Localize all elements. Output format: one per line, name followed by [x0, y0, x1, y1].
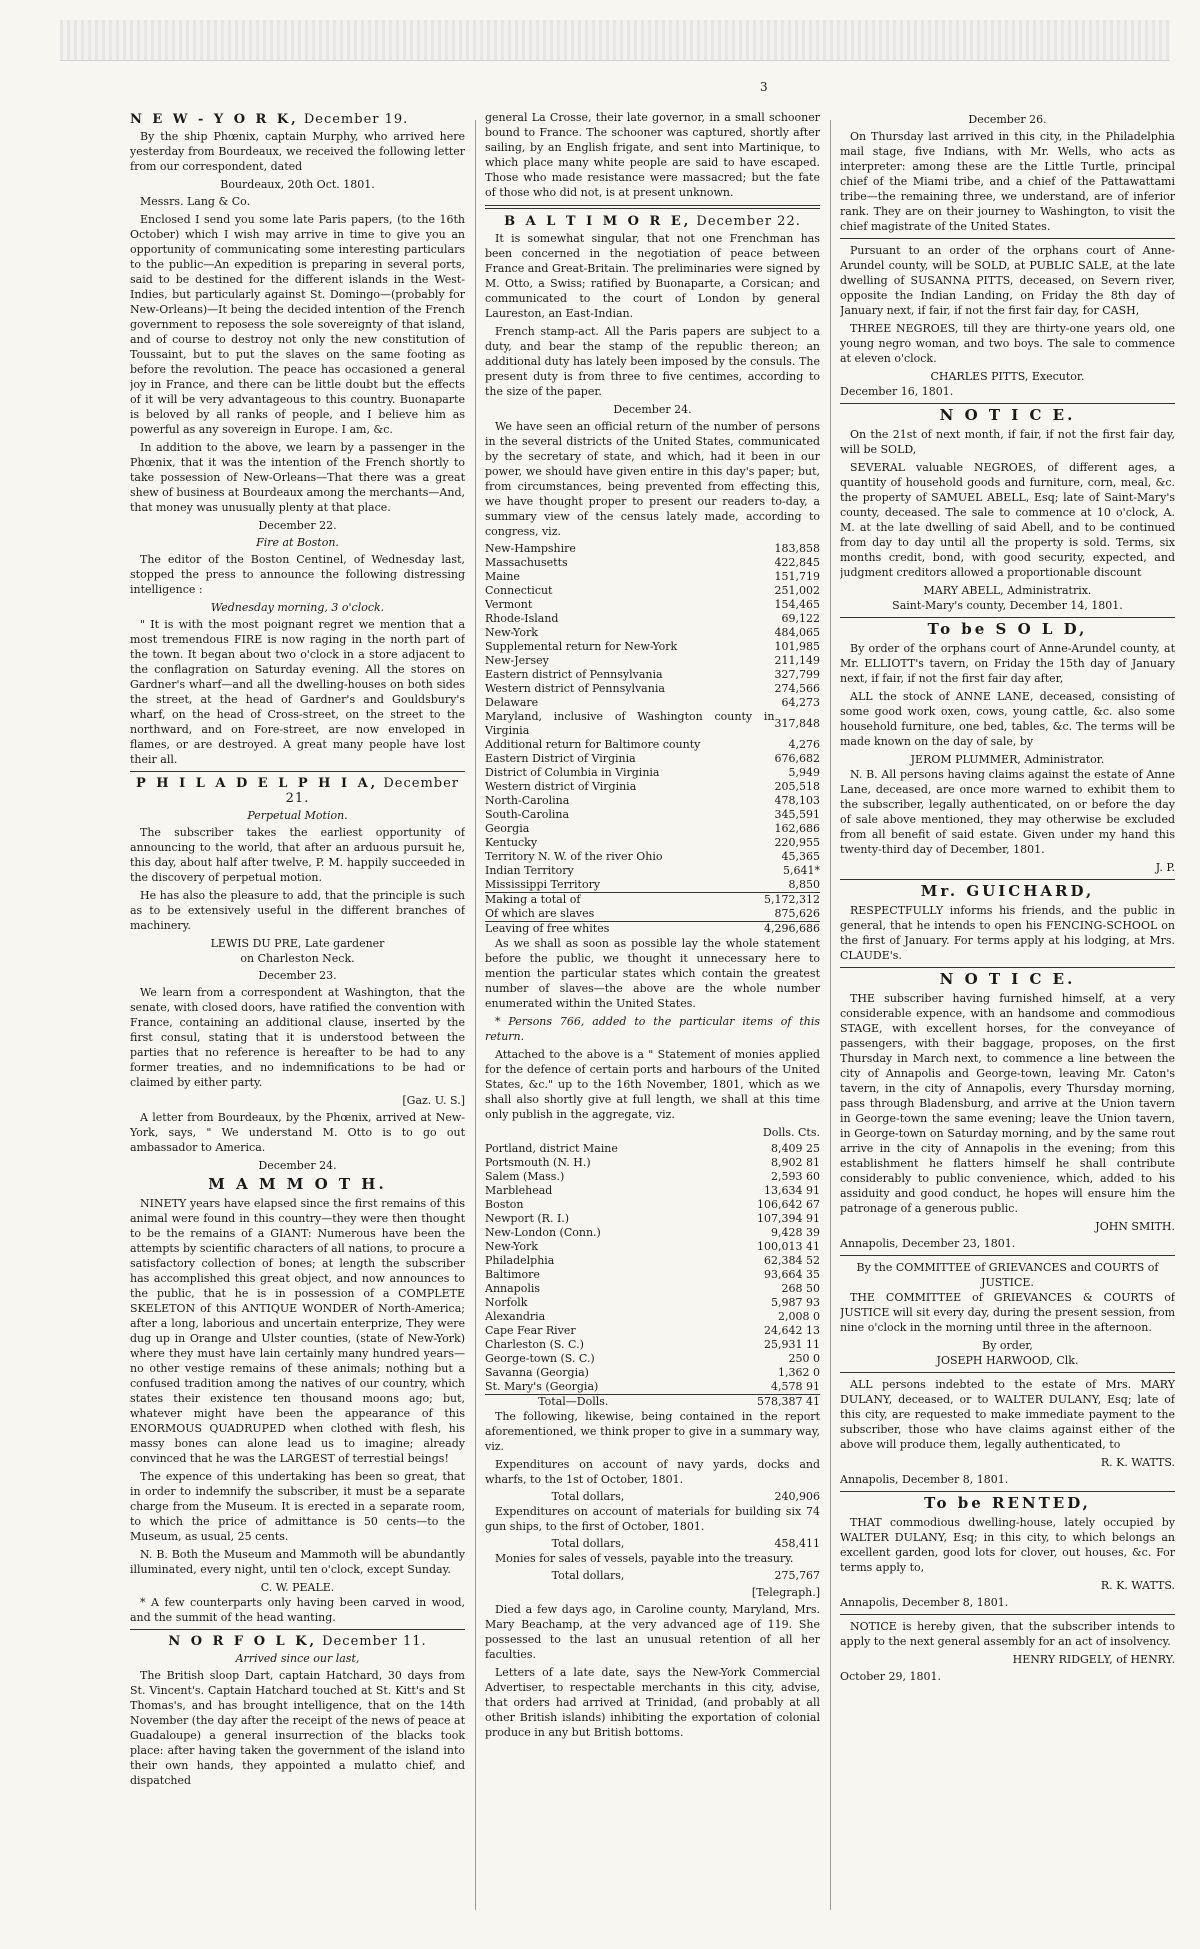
table-row	[485, 1352, 820, 1366]
table-row	[485, 1170, 820, 1184]
paragraph: He has also the pleasure to add, that the principle is such as to be extensively useful in the different branches of machinery.	[130, 889, 465, 932]
table-row	[485, 808, 820, 822]
date: Annapolis, December 8, 1801.	[840, 1596, 1009, 1609]
column-3	[840, 110, 1175, 1930]
divider	[840, 403, 1175, 404]
value-cell: 345,591	[774, 808, 820, 821]
advertisement-title: To be S O L D,	[927, 620, 1088, 638]
value-cell: 274,566	[774, 682, 820, 695]
advertisement-text: THREE NEGROES, till they are thirty-one years old, one young negro woman, and two boys. The sale to commence at eleven o'clock.	[840, 322, 1175, 365]
date: December 16, 1801.	[840, 385, 954, 398]
value-cell: 268 50	[781, 1282, 820, 1295]
heading: N O R F O L K,	[168, 1634, 318, 1649]
divider	[130, 771, 465, 772]
value-cell: 8,850	[788, 878, 820, 891]
value-cell: 8,902 81	[771, 1156, 820, 1169]
divider	[840, 1614, 1175, 1615]
footnote: * Persons 766, added to the particular items of this return.	[485, 1015, 820, 1043]
date: December 19.	[303, 112, 409, 127]
place-cell: Savanna (Georgia)	[485, 1366, 589, 1379]
value: 275,767	[774, 1569, 820, 1582]
table-row	[485, 850, 820, 864]
label: Making a total of	[485, 893, 716, 908]
paragraph: Letters of a late date, says the New-York Commercial Advertiser, to respectable merchants in this city, advise, that orders had arrived at Trinidad, (and probably at all other British islands) inhibiting the exportation of colonial produce in any but British bottoms.	[485, 1666, 820, 1739]
advertisement-text: On the 21st of next month, if fair, if not the first fair day, will be SOLD,	[840, 428, 1175, 456]
place-cell: Georgia	[485, 822, 530, 835]
value-cell: 422,845	[774, 556, 820, 569]
timestamp: Wednesday morning, 3 o'clock.	[210, 601, 385, 614]
place-cell: Cape Fear River	[485, 1324, 576, 1337]
signature: C. W. PEALE.	[260, 1581, 335, 1594]
place-cell: Additional return for Baltimore county	[485, 738, 701, 751]
value-cell: 106,642 67	[757, 1198, 820, 1211]
value-cell: 62,384 52	[764, 1254, 820, 1267]
table-row	[485, 696, 820, 710]
table-row	[485, 836, 820, 850]
advertisement-title: N O T I C E.	[939, 970, 1076, 988]
paragraph: It is somewhat singular, that not one Frenchman has been concerned in the negotiation of peace between France and Great-Britain. The preliminaries were signed by M. Otto, a Swiss; ratified by Buonaparte, a Corsican; and communicated to the court of London by general Laureston, an East-Indian.	[485, 232, 820, 320]
census-totals	[485, 892, 820, 936]
divider	[840, 617, 1175, 618]
signature: JOSEPH HARWOOD, Clk.	[936, 1354, 1079, 1367]
advertisement-title: N O T I C E.	[939, 406, 1076, 424]
value-cell: 5,949	[788, 766, 820, 779]
column-1	[130, 110, 465, 1930]
date: Annapolis, December 23, 1801.	[840, 1237, 1016, 1250]
place-cell: George-town (S. C.)	[485, 1352, 595, 1365]
date: December 24.	[258, 1159, 337, 1172]
value-cell: 45,365	[781, 850, 820, 863]
table-row	[485, 1240, 820, 1254]
table-row	[485, 864, 820, 878]
paragraph: As we shall as soon as possible lay the whole statement before the public, we thought it unnecessary here to mention the particular states which contain the greatest number of slaves—the above are the whole number enumerated within the United States.	[485, 937, 820, 1010]
value-cell: 5,641*	[783, 864, 820, 877]
table-row	[485, 1184, 820, 1198]
divider	[840, 1372, 1175, 1373]
table-row	[485, 1254, 820, 1268]
paragraph: Expenditures on account of navy yards, docks and wharfs, to the 1st of October, 1801.	[485, 1458, 820, 1486]
table-row	[485, 907, 820, 922]
divider	[840, 967, 1175, 968]
value-cell: 317,848	[774, 717, 820, 730]
place-cell: Connecticut	[485, 584, 553, 597]
paragraph: N. B. Both the Museum and Mammoth will be abundantly illuminated, every night, until ten o'clock, except Sunday.	[130, 1548, 465, 1576]
divider	[840, 1491, 1175, 1492]
value-cell: 676,682	[774, 752, 820, 765]
date: Annapolis, December 8, 1801.	[840, 1473, 1009, 1486]
place-cell: Norfolk	[485, 1296, 528, 1309]
letter-date: Bourdeaux, 20th Oct. 1801.	[220, 178, 375, 191]
value-cell: 205,518	[774, 780, 820, 793]
value-cell: 69,122	[781, 612, 820, 625]
subheading: Arrived since our last,	[235, 1652, 360, 1665]
value-cell: 211,149	[774, 654, 820, 667]
table-row	[485, 1395, 820, 1410]
column-2	[485, 110, 820, 1930]
place-cell: Charleston (S. C.)	[485, 1338, 584, 1351]
page-top-edge	[60, 20, 1170, 61]
dateline-philadelphia	[130, 776, 465, 806]
place-cell: St. Mary's (Georgia)	[485, 1380, 599, 1393]
table-row	[485, 1282, 820, 1296]
paragraph: French stamp-act. All the Paris papers are subject to a duty, and bear the stamp of the republic thereon; an additional duty has lately been imposed by the consuls. The present duty is from three to five centimes, according to the size of the paper.	[485, 325, 820, 398]
place-cell: Eastern district of Pennsylvania	[485, 668, 663, 681]
value-cell: 478,103	[774, 794, 820, 807]
source: [Telegraph.]	[751, 1586, 820, 1599]
place-cell: Delaware	[485, 696, 539, 709]
place-cell: Boston	[485, 1198, 524, 1211]
value-cell: 250 0	[788, 1352, 820, 1365]
expenditure-total	[485, 1569, 820, 1583]
paragraph: Enclosed I send you some late Paris papers, (to the 16th October) which I wish may arrive in time to give you an opportunity of communicating some interesting particulars to the public—An expedition is preparing in several ports, said to be destined for the different islands in the West-Indies, but particularly against St. Domingo—(probably for New-Orleans)—It being the decided intention of the French government to reposess the sole sovereignty of that island, and of course to destroy not only the new constitution of Toussaint, but to put the slaves on the same footing as before the revolution. The peace has occasioned a general joy in France, and there can be little doubt but the effects of it will be very advantageous to this country. Buonaparte is beloved by all ranks of people, and I believe him as powerful as any sovereign in Europe. I am, &c.	[130, 213, 465, 436]
table-row	[485, 822, 820, 836]
date: October 29, 1801.	[840, 1670, 942, 1683]
label: Total dollars,	[551, 1490, 625, 1503]
paragraph: The British sloop Dart, captain Hatchard, 30 days from St. Vincent's. Captain Hatchard touched at St. Kitt's and St Thomas's, and has brought intelligence, that on the 14th November (the day after the receipt of the news of peace at Guadaloupe) a general insurrection of the blacks took place: after having taken the government of the island into their own hands, they appointed a mulatto chief, and dispatched	[130, 1669, 465, 1787]
value-cell: 64,273	[781, 696, 820, 709]
footnote: * A few counterparts only having been carved in wood, and the summit of the head wanting.	[130, 1596, 465, 1624]
date: December 24.	[613, 403, 692, 416]
value-cell: 4,578 91	[771, 1380, 820, 1393]
table-row	[485, 738, 820, 752]
table-row	[485, 556, 820, 570]
signature: CHARLES PITTS, Executor.	[930, 370, 1085, 383]
signature: MARY ABELL, Administratrix.	[923, 584, 1092, 597]
signature: LEWIS DU PRE, Late gardener	[210, 937, 385, 950]
advertisement-text: THAT commodious dwelling-house, lately occupied by WALTER DULANY, Esq; in this city, to which belongs an excellent garden, good lots for clover, out houses, &c. For terms apply to,	[840, 1516, 1175, 1574]
advertisement-text: By order of the orphans court of Anne-Arundel county, at Mr. ELLIOTT's tavern, on Friday the 15th day of January next, if fair, if not the first fair day after,	[840, 642, 1175, 685]
value-cell: 220,955	[774, 836, 820, 849]
place-cell: Massachusetts	[485, 556, 568, 569]
table-row	[485, 1338, 820, 1352]
divider	[840, 879, 1175, 880]
value-cell: 13,634 91	[764, 1184, 820, 1197]
value-cell: 327,799	[774, 668, 820, 681]
advertisement-text: SEVERAL valuable NEGROES, of different ages, a quantity of household goods and furniture, corn, meal, &c. the property of SAMUEL ABELL, Esq; late of Saint-Mary's county, deceased. The sale to commence at 10 o'clock, A. M. at the late dwelling of said Abell, and to be continued from day to day until all the property is sold. Terms, six months credit, bond, with good security, expected, and judgment creditors allowed a proportionable discount	[840, 461, 1175, 579]
subheading: Fire at Boston.	[256, 536, 339, 549]
place-cell: New-York	[485, 626, 538, 639]
place-cell: Marblehead	[485, 1184, 553, 1197]
dateline-new-york	[130, 112, 465, 127]
table-row	[485, 1569, 820, 1583]
monies-total	[485, 1394, 820, 1409]
paragraph: Expenditures on account of materials for building six 74 gun ships, to the first of October, 1801.	[485, 1505, 820, 1533]
advertisement-text: N. B. All persons having claims against the estate of Anne Lane, deceased, are once more warned to exhibit them to the subscriber, legally authenticated, on or before the day of sale above mentioned, they may otherwise be excluded from all benefit of said estate. Given under my hand this twenty-third day of December, 1801.	[840, 768, 1175, 856]
divider	[840, 1255, 1175, 1256]
expenditure-total	[485, 1537, 820, 1551]
paragraph: The following, likewise, being contained in the report aforementioned, we think proper to give in a summary way, viz.	[485, 1410, 820, 1453]
column-header: Dolls. Cts.	[762, 1126, 820, 1139]
place-cell: Annapolis	[485, 1282, 541, 1295]
heading: N E W - Y O R K,	[130, 112, 299, 127]
place-cell: New-London (Conn.)	[485, 1226, 601, 1239]
table-row	[485, 1212, 820, 1226]
place-cell: Vermont	[485, 598, 533, 611]
value-cell: 100,013 41	[757, 1240, 820, 1253]
value-cell: 183,858	[774, 542, 820, 555]
column-rule	[830, 120, 831, 1910]
date: December 22.	[258, 519, 337, 532]
value-cell: 484,065	[774, 626, 820, 639]
paragraph: We have seen an official return of the number of persons in the several districts of the United States, communicated by the secretary of state, and which, had it been in our power, we should have given entire in this day's paper; but, from circumstances, being prevented from effecting this, we have thought proper to present our readers to-day, a summary view of the census lately made, according to congress, viz.	[485, 420, 820, 538]
table-row	[485, 654, 820, 668]
signature: on Charleston Neck.	[240, 952, 355, 965]
place-cell: Eastern District of Virginia	[485, 752, 636, 765]
place-cell: Baltimore	[485, 1268, 540, 1281]
advertisement-text: Pursuant to an order of the orphans court of Anne-Arundel county, will be SOLD, at PUBLIC SALE, at the late dwelling of SUSANNA PITTS, deceased, on Severn river, opposite the Indian Landing, on Friday the 8th day of January next, if fair, if not the first fair day, for CASH,	[840, 244, 1175, 317]
advertisement-title: By the COMMITTEE of GRIEVANCES and COURTS of JUSTICE.	[856, 1261, 1159, 1289]
advertisement-text: RESPECTFULLY informs his friends, and the public in general, that he intends to open his FENCING-SCHOOL on the first of January. For terms apply at his lodging, at Mrs. CLAUDE's.	[840, 904, 1175, 962]
paragraph: general La Crosse, their late governor, in a small schooner bound to France. The schooner was captured, shortly after sailing, by an English frigate, and sent into Martinique, to which place many white people are said to have escaped. Those who made resistance were massacred; but the fate of those who did not, is at present unknown.	[485, 111, 820, 199]
table-row	[485, 626, 820, 640]
advertisement-text: THE COMMITTEE of GRIEVANCES & COURTS of JUSTICE will sit every day, during the present session, from nine o'clock in the morning until three in the afternoon.	[840, 1291, 1175, 1334]
signature: HENRY RIDGELY, of HENRY.	[1012, 1653, 1175, 1666]
divider	[485, 205, 820, 209]
divider	[130, 1629, 465, 1630]
date: December 23.	[258, 969, 337, 982]
place-cell: Mississippi Territory	[485, 878, 601, 891]
advertisement-title: To be RENTED,	[924, 1494, 1091, 1512]
table-row	[485, 584, 820, 598]
value-cell: 25,931 11	[764, 1338, 820, 1351]
place-cell: Kentucky	[485, 836, 538, 849]
table-row	[485, 1310, 820, 1324]
table-row	[485, 878, 820, 892]
place-cell: Maine	[485, 570, 520, 583]
table-row	[485, 570, 820, 584]
heading: P H I L A D E L P H I A,	[135, 776, 379, 791]
advertisement-title: Mr. GUICHARD,	[920, 882, 1095, 900]
advertisement-text: ALL the stock of ANNE LANE, deceased, consisting of some good work oxen, cows, young cattle, &c. also some household furniture, one bed, tables, &c. The terms will be made known on the day of sale, by	[840, 690, 1175, 748]
place-cell: North-Carolina	[485, 794, 570, 807]
place-cell: Western district of Virginia	[485, 780, 637, 793]
dateline-norfolk	[130, 1634, 465, 1649]
place-cell: Supplemental return for New-York	[485, 640, 678, 653]
place-cell: Salem (Mass.)	[485, 1170, 565, 1183]
place-cell: New-Hampshire	[485, 542, 576, 555]
order-line: By order,	[982, 1339, 1033, 1352]
paragraph: Died a few days ago, in Caroline county, Maryland, Mrs. Mary Beachamp, at the very advanced age of 119. She possessed to the last an unusual retention of all her faculties.	[485, 1603, 820, 1661]
place-cell: Portland, district Maine	[485, 1142, 618, 1155]
label: Total dollars,	[551, 1569, 625, 1582]
table-row	[485, 794, 820, 808]
table-row	[485, 752, 820, 766]
paragraph: Monies for sales of vessels, payable into the treasury.	[495, 1552, 794, 1565]
value-cell: 2,593 60	[771, 1170, 820, 1183]
table-row	[485, 1268, 820, 1282]
place-cell: Indian Territory	[485, 864, 574, 877]
value-cell: 151,719	[774, 570, 820, 583]
date: December 26.	[968, 113, 1047, 126]
advertisement-text: ALL persons indebted to the estate of Mrs. MARY DULANY, deceased, or to WALTER DULANY, Esq; late of this city, are requested to make immediate payment to the subscriber, those who have claims against either of the above will produce them, legally authenticated, to	[840, 1378, 1175, 1451]
page-number: 3	[760, 80, 768, 94]
value-cell: 101,985	[774, 640, 820, 653]
place-cell: Western district of Pennsylvania	[485, 682, 665, 695]
table-row	[485, 1296, 820, 1310]
heading: B A L T I M O R E,	[504, 214, 692, 229]
table-row	[485, 710, 820, 738]
table-row	[485, 1324, 820, 1338]
table-row	[485, 766, 820, 780]
paragraph: By the ship Phœnix, captain Murphy, who arrived here yesterday from Bourdeaux, we received the following letter from our correspondent, dated	[130, 130, 465, 173]
salutation: Messrs. Lang & Co.	[140, 195, 251, 208]
signature: JEROM PLUMMER, Administrator.	[910, 753, 1105, 766]
value-cell: 24,642 13	[764, 1324, 820, 1337]
value-cell: 9,428 39	[771, 1226, 820, 1239]
place-cell: Maryland, inclusive of Washington county in Virginia	[485, 710, 775, 737]
value-cell: 4,276	[788, 738, 820, 751]
census-table	[485, 542, 820, 892]
advertisement-text: THE subscriber having furnished himself, at a very considerable expence, with an handsome and commodious STAGE, with excellent horses, for the conveyance of passengers, with their baggage, proposes, on the first Thursday in March next, to commence a line between the city of Annapolis and George-town, leaving Mr. Caton's tavern, in the city of Annapolis, every Thursday morning, pass through Bladensburg, and arrive at the Union tavern in George-town the same evening; leave the Union tavern, in George-town on Saturday morning, and by the same rout arrive in the city of Annapolis in the evening; from this establishment he flatters himself he shall contribute considerably to public convenience, which, added to his assiduity and good conduct, he hopes will ensure him the patronage of a generous public.	[840, 992, 1175, 1215]
paragraph: On Thursday last arrived in this city, in the Philadelphia mail stage, five Indians, with Mr. Wells, who acts as interpreter: among these are the Little Turtle, principal chief of the Miami tribe, and a chief of the Pattawattami tribe—the remaining three, we understand, are of inferior rank. They are on their journey to Washington, to visit the chief magistrate of the United States.	[840, 130, 1175, 233]
place-cell: Philadelphia	[485, 1254, 555, 1267]
table-row	[485, 640, 820, 654]
value: 240,906	[774, 1490, 820, 1503]
place-cell: Rhode-Island	[485, 612, 559, 625]
label: Of which are slaves	[485, 907, 595, 920]
paragraph: In addition to the above, we learn by a passenger in the Phœnix, that it was the intention of the French shortly to take possession of New-Orleans—That there was a great shew of business at Bourdeaux among the merchants—And, that money was unusually plenty at that place.	[130, 441, 465, 514]
column-rule	[475, 120, 476, 1910]
place-cell: Newport (R. I.)	[485, 1212, 570, 1225]
table-row	[485, 1226, 820, 1240]
table-row	[485, 1198, 820, 1212]
table-row	[485, 1490, 820, 1504]
paragraph: A letter from Bourdeaux, by the Phœnix, arrived at New-York, says, " We understand M. Otto is to go out ambassador to America.	[130, 1111, 465, 1154]
date: December 11.	[322, 1634, 427, 1649]
table-row	[485, 1366, 820, 1380]
value-cell: 93,664 35	[764, 1268, 820, 1281]
value-cell: 5,987 93	[771, 1296, 820, 1309]
table-row	[485, 893, 820, 908]
value-cell: 8,409 25	[771, 1142, 820, 1155]
date: December 21.	[285, 776, 460, 806]
table-row	[485, 612, 820, 626]
label: Total dollars,	[551, 1537, 625, 1550]
table-row	[485, 780, 820, 794]
table-row	[485, 1380, 820, 1394]
place-cell: New-York	[485, 1240, 538, 1253]
date: Saint-Mary's county, December 14, 1801.	[892, 599, 1123, 612]
table-row	[485, 668, 820, 682]
label: Leaving of free whites	[485, 922, 716, 937]
table-row	[485, 682, 820, 696]
place-cell: Territory N. W. of the river Ohio	[485, 850, 663, 863]
paragraph: NINETY years have elapsed since the first remains of this animal were found in this country—they were then thought to be the remains of a GIANT: Numerous have been the attempts by scientific characters of all nations, to procure a satisfactory collection of bones; at length the subscriber has accomplished this great object, and now announces to the public, that he is in possession of a COMPLETE SKELETON of this ANTIQUE WONDER of North-America; after a long, laborious and uncertain enterprize, They were dug up in Orange and Ulster counties, (state of New-York) where they must have lain certainly many hundred years—no other vestige remains of these animals; nothing but a confused tradition among the natives of our country, which states their existence ten thousand moons ago; but, whatever might have been the appearance of this ENORMOUS QUADRUPED when clothed with flesh, his massy bones can alone lead us to imagine; already convinced that he was the LARGEST of terrestial beings!	[130, 1197, 465, 1465]
paragraph: Attached to the above is a " Statement of monies applied for the defence of certain ports and harbours of the United States, &c." up to the 16th November, 1801, which as we shall also shortly give at full length, we shall at this time only publish in the aggregate, viz.	[485, 1048, 820, 1121]
paragraph: " It is with the most poignant regret we mention that a most tremendous FIRE is now raging in the north part of the town. It began about two o'clock in a store adjacent to the conflagration on Saturday evening. All the stores on Gardner's wharf—and all the dwelling-houses on both sides the street, at the head of Gardner's and Gouldsbury's wharf, on the head of Cross-street, on the street to the northward, and on Fore-street, are now enveloped in flames, or are destroyed. A great many people have lost their all.	[130, 618, 465, 766]
paragraph: We learn from a correspondent at Washington, that the senate, with closed doors, have ratified the convention with France, containing an additional clause, inserted by the first consul, stating that it is understood between the parties that no reference is hereafter to be had to any former treaties, and no indemnifications to be had or claimed by either party.	[130, 986, 465, 1089]
value: 875,626	[774, 907, 820, 920]
initials: J. P.	[1155, 861, 1175, 874]
source: [Gaz. U. S.]	[402, 1094, 465, 1107]
place-cell: Alexandria	[485, 1310, 546, 1323]
value-cell: 162,686	[774, 822, 820, 835]
divider	[840, 238, 1175, 239]
table-row	[485, 1156, 820, 1170]
expenditure-total	[485, 1490, 820, 1504]
place-cell: New-Jersey	[485, 654, 549, 667]
dateline-baltimore	[485, 214, 820, 229]
place-cell: Portsmouth (N. H.)	[485, 1156, 591, 1169]
table-row	[485, 1142, 820, 1156]
table-row	[485, 1537, 820, 1551]
signature: R. K. WATTS.	[1100, 1456, 1175, 1469]
value: 5,172,312	[716, 893, 820, 908]
monies-table	[485, 1142, 820, 1394]
signature: R. K. WATTS.	[1100, 1579, 1175, 1592]
paragraph: The subscriber takes the earliest opportunity of announcing to the world, that after an arduous pursuit he, this day, about half after twelve, P. M. happily succeeded in the discovery of perpetual motion.	[130, 826, 465, 884]
table-row	[485, 542, 820, 556]
place-cell: District of Columbia in Virginia	[485, 766, 660, 779]
table-row	[485, 598, 820, 612]
paragraph: The editor of the Boston Centinel, of Wednesday last, stopped the press to announce the following distressing intelligence :	[130, 553, 465, 596]
signature: JOHN SMITH.	[1095, 1220, 1175, 1233]
value: 4,296,686	[716, 922, 820, 937]
paragraph: The expence of this undertaking has been so great, that in order to indemnify the subscriber, it must be a separate charge from the Museum. It is erected in a separate room, to which the price of admittance is 50 cents—to the Museum, as usual, 25 cents.	[130, 1470, 465, 1543]
advertisement-text: NOTICE is hereby given, that the subscriber intends to apply to the next general assembly for an act of insolvency.	[840, 1620, 1175, 1648]
heading-mammoth: M A M M O T H.	[208, 1175, 387, 1193]
value-cell: 107,394 91	[757, 1212, 820, 1225]
date: December 22.	[696, 214, 801, 229]
value-cell: 2,008 0	[778, 1310, 820, 1323]
place-cell: South-Carolina	[485, 808, 569, 821]
label: Total—Dolls.	[485, 1395, 662, 1410]
value: 578,387 41	[662, 1395, 820, 1410]
value-cell: 154,465	[774, 598, 820, 611]
value: 458,411	[774, 1537, 820, 1550]
value-cell: 251,002	[774, 584, 820, 597]
value-cell: 1,362 0	[778, 1366, 820, 1379]
table-row	[485, 922, 820, 937]
subheading: Perpetual Motion.	[247, 809, 348, 822]
